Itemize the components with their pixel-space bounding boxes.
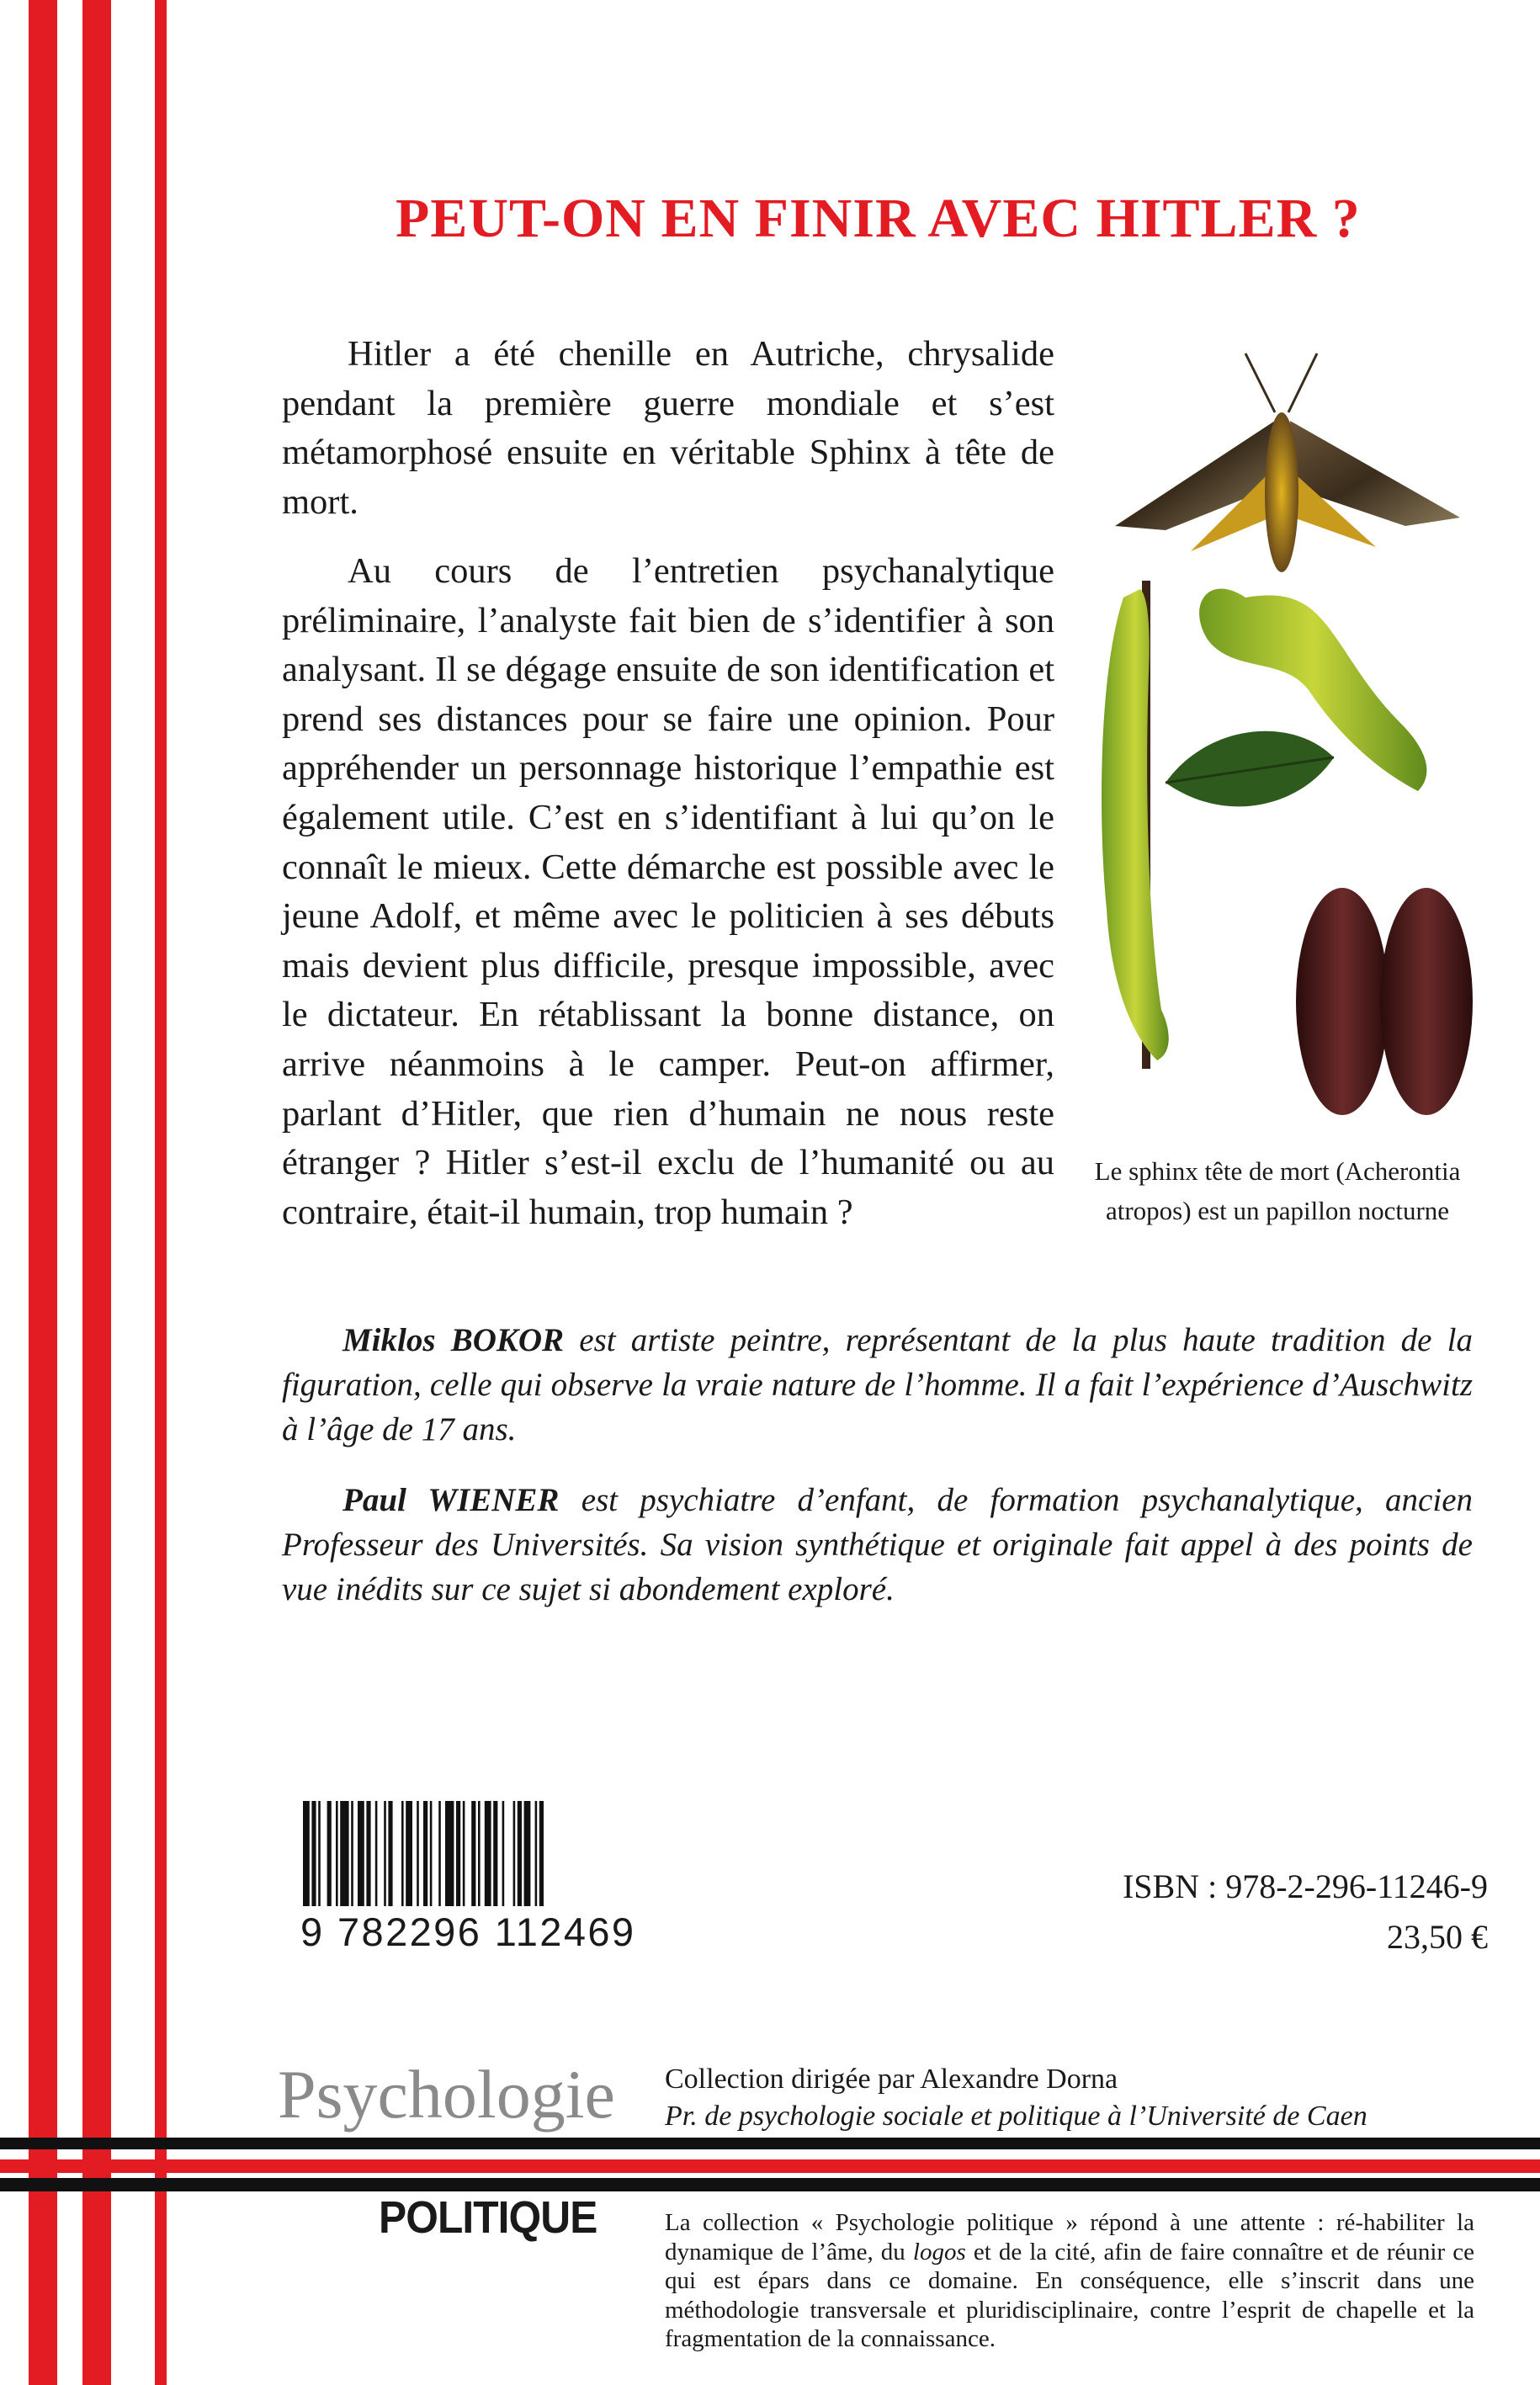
collection-director-title: Pr. de psychologie sociale et politique à l’Université de Caen: [665, 2101, 1367, 2132]
barcode-bar: [401, 1801, 404, 1906]
pupa-right-icon: [1380, 888, 1473, 1115]
left-red-stripe-inner: [155, 0, 167, 2385]
bottom-band-black: [0, 2178, 1540, 2191]
intro-paragraph-1-text: Hitler a été chenille en Autriche, chrysalide pendant la première guerre mondiale et s’est métamorphosé ensuite en véritable Sphinx à tête de mort.: [282, 334, 1054, 522]
barcode-bar: [366, 1801, 370, 1906]
barcode-bar: [502, 1801, 505, 1906]
caption-line-1: Le sphinx tête de mort (Acherontia: [1094, 1156, 1461, 1186]
blurb-text-1: La collection « Psychologie politique » répond à une attente : ré-habiliter la dynamique de l’âme, du: [665, 2209, 1474, 2265]
barcode-bar: [463, 1801, 465, 1906]
barcode-bar: [445, 1801, 454, 1906]
long-caterpillar-icon: [1102, 589, 1169, 1060]
author-name-1: Miklos BOKOR: [343, 1322, 565, 1358]
barcode-bar: [311, 1801, 316, 1906]
barcode-bar: [417, 1801, 419, 1906]
isbn: ISBN : 978-2-296-11246-9: [1122, 1867, 1488, 1905]
collection-director: Collection dirigée par Alexandre Dorna: [665, 2064, 1118, 2095]
barcode-bar: [438, 1801, 441, 1906]
barcode-bar: [406, 1801, 412, 1906]
intro-paragraph-1: [282, 330, 1054, 527]
author-name-2: Paul WIENER: [343, 1482, 560, 1518]
book-title: PEUT-ON EN FINIR AVEC HITLER ?: [396, 188, 1361, 250]
pupa-left-icon: [1296, 888, 1389, 1115]
left-red-stripe-outer: [29, 0, 57, 2385]
author-bio-text-2: est psychiatre d’enfant, de formation psychanalytique, ancien Professeur des Universités. Sa vision synthétique et originale fait appel à des points de vue inédits sur ce sujet si abondement exploré.: [282, 1482, 1473, 1607]
barcode-digits: 9 782296 112469: [300, 1910, 636, 1954]
barcode-bar: [430, 1801, 433, 1906]
barcode-bar: [423, 1801, 427, 1906]
barcode-bar: [318, 1801, 321, 1906]
barcode-bar: [471, 1801, 475, 1906]
caption-line-2: atropos) est un papillon nocturne: [1105, 1196, 1450, 1225]
author-bio-1: [282, 1318, 1473, 1452]
barcode-bar: [535, 1801, 538, 1906]
left-red-stripe-middle: [82, 0, 111, 2385]
barcode-bar: [340, 1801, 348, 1906]
collection-blurb: [665, 2208, 1474, 2354]
blurb-text-2: et de la cité, afin de faire connaître et de réunir ce qui est épars dans ce domaine. En conséquence, elle s’inscrit dans une méthodologie transversale et pluridisciplinaire, contre l’esprit de chapelle et la fragmentation de la connaissance.: [665, 2238, 1474, 2352]
illustration-caption: [1067, 1151, 1488, 1230]
collection-name: Psychologie: [278, 2056, 615, 2133]
intro-paragraph-2-text: Au cours de l’entretien psychanalytique préliminaire, l’analyste fait bien de s’identifier à son analysant. Il se dégage ensuite de son identification et prend ses distances pour se faire une opinion. Pour appréhender un personnage historique l’empathie est également utile. C’est en s’identifiant à lui qu’on le connaît le mieux. Cette démarche est possible avec le jeune Adolf, et même avec le politicien à ses débuts mais devient plus difficile, presque impossible, avec le dictateur. En rétablissant la bonne distance, on arrive néanmoins à le camper. Peut-on affirmer, parlant d’Hitler, que rien d’humain ne nous reste étranger ? Hitler s’est-il exclu de l’humanité ou au contraire, était-il humain, trop humain ?: [282, 551, 1054, 1232]
bottom-band-red: [0, 2159, 1540, 2173]
barcode-bar: [351, 1801, 353, 1906]
barcode-bar: [513, 1801, 516, 1906]
barcode-bar: [485, 1801, 491, 1906]
sphinx-moth-illustration: [1065, 320, 1494, 1145]
barcode-bar: [303, 1801, 310, 1906]
price: 23,50 €: [1387, 1918, 1488, 1956]
barcode-bar: [384, 1801, 386, 1906]
barcode-bar: [336, 1801, 338, 1906]
moth-icon: [1115, 353, 1460, 572]
bottom-band-top-black: [0, 2138, 1540, 2149]
author-bio-2: [282, 1478, 1473, 1612]
intro-paragraph-2: [282, 547, 1054, 1237]
series-label: POLITIQUE: [379, 2192, 597, 2243]
barcode-bar: [493, 1801, 497, 1906]
blurb-logos: logos: [912, 2238, 966, 2265]
barcode-bar: [358, 1801, 364, 1906]
barcode-bar: [388, 1801, 392, 1906]
author-bio-text-1: est artiste peintre, représentant de la plus haute tradition de la figuration, celle qui observe la vraie nature de l’homme. Il a fait l’expérience d’Auschwitz à l’âge de 17 ans.: [282, 1322, 1473, 1447]
barcode-bar: [518, 1801, 522, 1906]
barcode-bar: [524, 1801, 531, 1906]
barcode-bar: [327, 1801, 332, 1906]
barcode-bar: [375, 1801, 378, 1906]
barcode-bar: [456, 1801, 460, 1906]
barcode-bar: [539, 1801, 544, 1906]
barcode-bar: [478, 1801, 481, 1906]
